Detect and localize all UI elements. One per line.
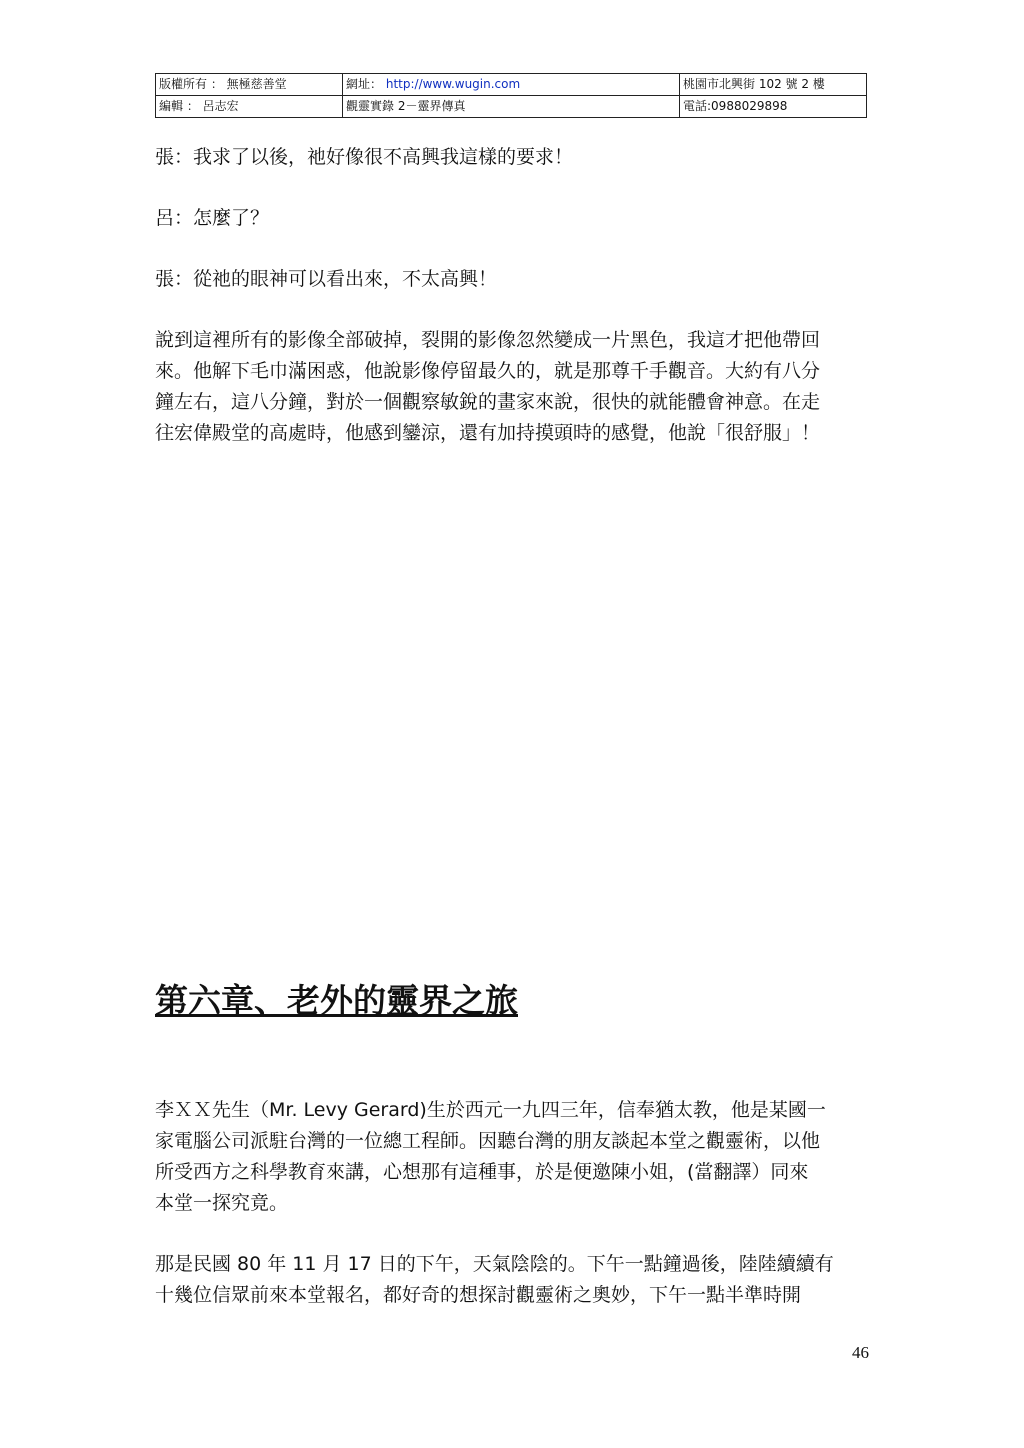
paragraph xyxy=(155,1095,875,1219)
address-cell: 桃園市北興街 102 號 2 樓 xyxy=(680,74,867,96)
text-line: 說到這裡所有的影像全部破掉，裂開的影像忽然變成一片黑色，我這才把他帶回 xyxy=(155,329,821,351)
url-cell xyxy=(343,74,680,96)
text-line: 來。他解下毛巾滿困惑，他說影像停留最久的，就是那尊千手觀音。大約有八分 xyxy=(155,360,821,382)
header-table xyxy=(155,73,867,118)
website-link[interactable]: http://www.wugin.com xyxy=(385,77,521,91)
copyright-cell: 版權所有 ： 無極慈善堂 xyxy=(156,74,343,96)
text-line: 十幾位信眾前來本堂報名，都好奇的想探討觀靈術之奧妙，下午一點半準時開 xyxy=(155,1284,802,1306)
text-line: 家電腦公司派駐台灣的一位總工程師。因聽台灣的朋友談起本堂之觀靈術，以他 xyxy=(155,1130,821,1152)
chapter-title: 第六章、老外的靈界之旅 xyxy=(155,981,518,1020)
text-line: 往宏偉殿堂的高處時，他感到鑾涼，還有加持摸頭時的感覺，他說「很舒服」！ xyxy=(155,422,821,444)
text-line: 那是民國 80 年 11 月 17 日的下午，天氣陰陰的。下午一點鐘過後，陸陸續續有 xyxy=(155,1253,834,1275)
phone-cell: 電話:0988029898 xyxy=(680,96,867,118)
text-line: 所受西方之科學教育來講，心想那有這種事，於是便邀陳小姐，(當翻譯）同來 xyxy=(155,1161,809,1183)
text-line: 李ＸＸ先生（Mr. Levy Gerard)生於西元一九四三年，信奉猶太教，他是某國一 xyxy=(155,1099,826,1121)
url-label: 網址： xyxy=(346,77,383,91)
dialog-line: 張：我求了以後，祂好像很不高興我這樣的要求！ xyxy=(155,146,574,168)
text-line: 本堂一探究竟。 xyxy=(155,1192,289,1214)
paragraph xyxy=(155,325,875,449)
dialog-line: 張：從祂的眼神可以看出來，不太高興！ xyxy=(155,268,498,290)
editor-cell: 編輯 ： 呂志宏 xyxy=(156,96,343,118)
page-number: 46 xyxy=(852,1343,869,1362)
header-row xyxy=(156,96,867,118)
dialog-line: 呂：怎麼了？ xyxy=(155,207,270,229)
book-title-cell: 觀靈實錄 2－靈界傳真 xyxy=(343,96,680,118)
paragraph xyxy=(155,1249,875,1311)
header-row xyxy=(156,74,867,96)
text-line: 鐘左右，這八分鐘，對於一個觀察敏銳的畫家來說，很快的就能體會神意。在走 xyxy=(155,391,821,413)
page-content xyxy=(155,142,875,1311)
